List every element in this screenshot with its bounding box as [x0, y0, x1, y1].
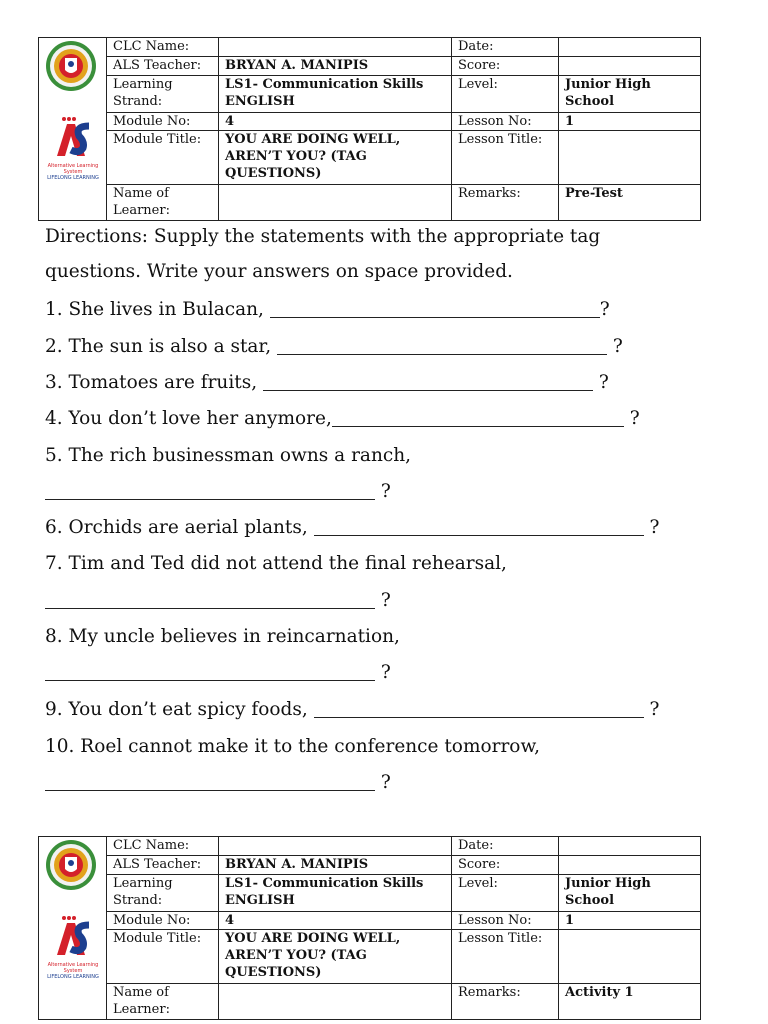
question-item-continuation: ? [45, 481, 391, 502]
deped-seal-icon [45, 839, 97, 891]
deped-seal-icon [45, 40, 97, 92]
level-label: Level: [452, 76, 559, 113]
module-title-value: YOU ARE DOING WELL, AREN’T YOU? (TAG QUESTIONS) [219, 131, 452, 185]
module-no-value: 4 [219, 113, 452, 131]
remarks-label: Remarks: [452, 984, 559, 1020]
lesson-title-label: Lesson Title: [452, 930, 559, 984]
directions-line-1: Directions: Supply the statements with the appropriate tag [45, 226, 601, 247]
answer-blank[interactable] [45, 481, 375, 500]
module-title-label: Module Title: [107, 930, 219, 984]
strand-value: LS1- Communication Skills ENGLISH [219, 875, 452, 912]
teacher-label: ALS Teacher: [107, 856, 219, 875]
learner-value[interactable] [219, 185, 452, 221]
question-item: 3. Tomatoes are fruits, ? [45, 372, 609, 393]
answer-blank[interactable] [45, 662, 375, 681]
level-label: Level: [452, 875, 559, 912]
answer-blank[interactable] [45, 590, 375, 609]
lesson-no-label: Lesson No: [452, 113, 559, 131]
question-item: 7. Tim and Ted did not attend the final rehearsal, [45, 553, 507, 574]
als-logo [45, 116, 101, 181]
directions-line-2: questions. Write your answers on space provided. [45, 261, 513, 282]
teacher-label: ALS Teacher: [107, 57, 219, 76]
answer-blank[interactable] [270, 299, 600, 318]
answer-blank[interactable] [263, 372, 593, 391]
header-table-top [38, 37, 701, 221]
lesson-title-value[interactable] [559, 930, 701, 984]
module-no-label: Module No: [107, 113, 219, 131]
question-item: 2. The sun is also a star, ? [45, 336, 623, 357]
question-item-continuation: ? [45, 590, 391, 611]
remarks-label: Remarks: [452, 185, 559, 221]
question-item: 4. You don’t love her anymore, ? [45, 408, 640, 429]
question-item: 6. Orchids are aerial plants, ? [45, 517, 660, 538]
logo-cell [39, 38, 107, 221]
module-no-label: Module No: [107, 912, 219, 930]
module-no-value: 4 [219, 912, 452, 930]
strand-label: Learning Strand: [107, 76, 219, 113]
als-logo-icon [45, 116, 101, 158]
module-title-label: Module Title: [107, 131, 219, 185]
als-small-text: Alternative Learning System [47, 962, 99, 974]
clc-name-value[interactable] [219, 38, 452, 57]
lesson-no-value: 1 [559, 912, 701, 930]
question-item: 8. My uncle believes in reincarnation, [45, 626, 400, 647]
learner-value[interactable] [219, 984, 452, 1020]
module-title-value: YOU ARE DOING WELL, AREN’T YOU? (TAG QUESTIONS) [219, 930, 452, 984]
date-value[interactable] [559, 837, 701, 856]
answer-blank[interactable] [332, 408, 624, 427]
score-value[interactable] [559, 57, 701, 76]
score-label: Score: [452, 856, 559, 875]
answer-blank[interactable] [277, 336, 607, 355]
score-value[interactable] [559, 856, 701, 875]
als-logo [45, 915, 101, 980]
teacher-value: BRYAN A. MANIPIS [219, 57, 452, 76]
clc-name-value[interactable] [219, 837, 452, 856]
learner-label: Name of Learner: [107, 185, 219, 221]
clc-name-label: CLC Name: [107, 38, 219, 57]
date-label: Date: [452, 837, 559, 856]
question-item: 9. You don’t eat spicy foods, ? [45, 699, 660, 720]
remarks-value: Activity 1 [559, 984, 701, 1020]
strand-value: LS1- Communication Skills ENGLISH [219, 76, 452, 113]
question-item-continuation: ? [45, 772, 391, 793]
score-label: Score: [452, 57, 559, 76]
als-logo-icon [45, 915, 101, 957]
clc-name-label: CLC Name: [107, 837, 219, 856]
question-item: 1. She lives in Bulacan, ? [45, 299, 610, 320]
question-item: 10. Roel cannot make it to the conference tomorrow, [45, 736, 540, 757]
als-small-text: Alternative Learning System [47, 163, 99, 175]
lifelong-text: LIFELONG LEARNING [47, 175, 99, 181]
answer-blank[interactable] [314, 517, 644, 536]
remarks-value: Pre-Test [559, 185, 701, 221]
question-item-continuation: ? [45, 662, 391, 683]
answer-blank[interactable] [45, 772, 375, 791]
teacher-value: BRYAN A. MANIPIS [219, 856, 452, 875]
question-item: 5. The rich businessman owns a ranch, [45, 445, 412, 466]
lifelong-text: LIFELONG LEARNING [47, 974, 99, 980]
lesson-title-value[interactable] [559, 131, 701, 185]
date-label: Date: [452, 38, 559, 57]
level-value: Junior High School [559, 875, 701, 912]
strand-label: Learning Strand: [107, 875, 219, 912]
lesson-title-label: Lesson Title: [452, 131, 559, 185]
lesson-no-value: 1 [559, 113, 701, 131]
date-value[interactable] [559, 38, 701, 57]
lesson-no-label: Lesson No: [452, 912, 559, 930]
level-value: Junior High School [559, 76, 701, 113]
logo-cell [39, 837, 107, 1020]
header-table-bottom [38, 836, 701, 1020]
answer-blank[interactable] [314, 699, 644, 718]
learner-label: Name of Learner: [107, 984, 219, 1020]
